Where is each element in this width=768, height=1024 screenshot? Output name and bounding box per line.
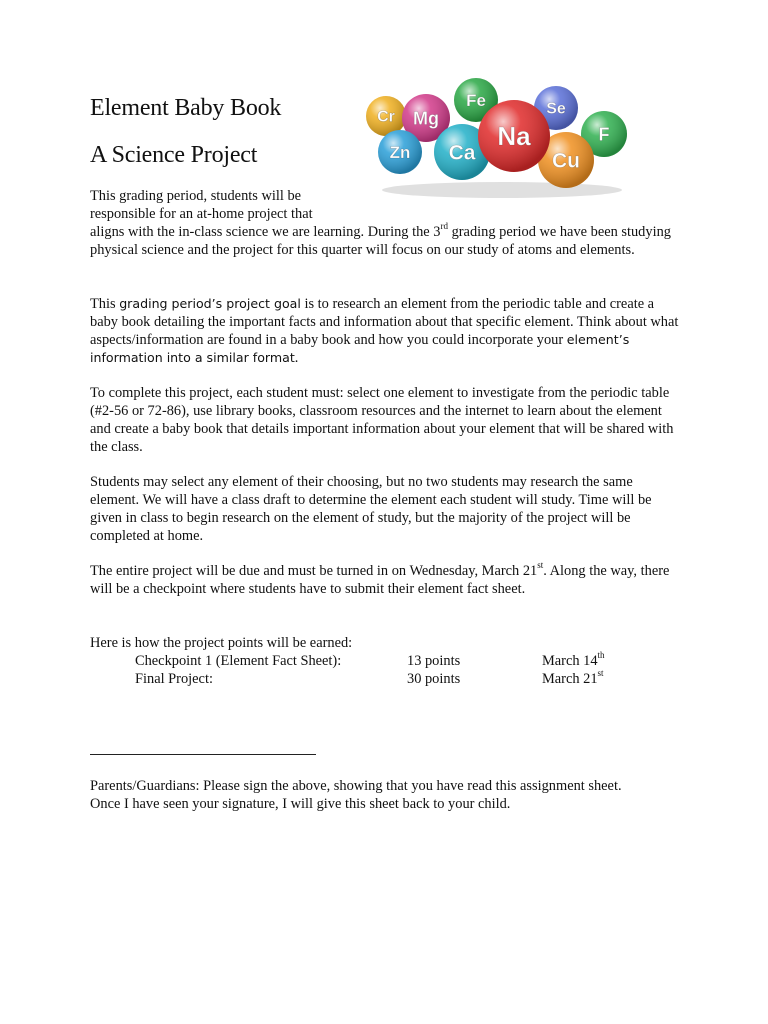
page-subtitle: A Science Project bbox=[90, 142, 258, 168]
intro-paragraph-lead bbox=[90, 187, 350, 223]
date-text: March 14 bbox=[542, 653, 598, 669]
element-symbol: Cu bbox=[552, 149, 580, 173]
goal-text-emph-1: grading period’s project goal bbox=[119, 296, 301, 311]
goal-text-b: is to research an element from the periodic table and create a baby book detailing the important facts and information about that specific element. Think about what aspects/information are found in a baby book and how you could incorporate your bbox=[90, 296, 679, 348]
points-date bbox=[542, 670, 604, 688]
element-symbol: Mg bbox=[413, 108, 439, 129]
element-symbol: Na bbox=[497, 121, 531, 152]
due-date-paragraph bbox=[90, 562, 682, 598]
goal-text-c: . bbox=[294, 350, 299, 366]
element-spheres-image bbox=[362, 76, 634, 200]
points-intro: Here is how the project points will be earned: bbox=[90, 635, 353, 651]
date-text: March 21 bbox=[542, 671, 598, 687]
date-sup: th bbox=[597, 650, 605, 661]
selection-paragraph: Students may select any element of their choosing, but no two students may research the same element. We will have a class draft to determine the element each student will study. Time will be given in class to begin research on the element of study, but the majority of the project will be completed at home. bbox=[90, 474, 652, 544]
points-value: 13 points bbox=[407, 653, 461, 669]
page-title: Element Baby Book bbox=[90, 95, 282, 121]
element-symbol: Fe bbox=[466, 90, 486, 110]
element-sphere-zn bbox=[378, 130, 422, 174]
element-symbol: Cr bbox=[377, 108, 395, 126]
spheres-shadow bbox=[382, 182, 622, 198]
points-item: Final Project: bbox=[135, 671, 213, 687]
ordinal-sup: rd bbox=[440, 221, 448, 232]
goal-text-a: This bbox=[90, 296, 120, 312]
element-symbol: F bbox=[598, 124, 610, 145]
element-sphere-na bbox=[478, 100, 550, 172]
parent-note-line-2: Once I have seen your signature, I will give this sheet back to your child. bbox=[90, 796, 511, 812]
element-symbol: Ca bbox=[448, 141, 476, 165]
date-sup: st bbox=[597, 668, 604, 679]
points-value: 30 points bbox=[407, 671, 461, 687]
due-sup: st bbox=[537, 560, 544, 571]
goal-text-emph-2: element’s information into a similar format bbox=[90, 332, 630, 365]
parent-note bbox=[90, 777, 682, 813]
due-text-b: . Along the way, there will be a checkpoint where students have to submit their element fact sheet. bbox=[90, 563, 670, 597]
intro-line-2: responsible for an at-home project that bbox=[90, 206, 313, 222]
points-date bbox=[542, 652, 605, 670]
points-row bbox=[0, 670, 768, 688]
points-item: Checkpoint 1 (Element Fact Sheet): bbox=[135, 653, 342, 669]
signature-line[interactable] bbox=[90, 754, 316, 755]
due-text-a: The entire project will be due and must be turned in on Wednesday, March 21 bbox=[90, 563, 538, 579]
parent-note-line-1: Parents/Guardians: Please sign the above, showing that you have read this assignment sheet. bbox=[90, 778, 622, 794]
intro-text: aligns with the in-class science we are learning. During the 3 bbox=[90, 224, 441, 240]
points-row bbox=[0, 652, 768, 670]
intro-paragraph bbox=[90, 223, 682, 259]
element-symbol: Se bbox=[546, 100, 566, 118]
intro-text-cont: grading period we have been studying physical science and the project for this quarter will focus on our study of atoms and elements. bbox=[90, 224, 671, 258]
intro-line-1: This grading period, students will be bbox=[90, 188, 302, 204]
element-symbol: Zn bbox=[389, 142, 411, 162]
goal-paragraph bbox=[90, 295, 682, 367]
requirements-paragraph: To complete this project, each student must: select one element to investigate from the periodic table (#2-56 or 72-86), use library books, classroom resources and the internet to learn about the element and create a baby book that details important information about your element that will be shared with the class. bbox=[90, 385, 674, 455]
